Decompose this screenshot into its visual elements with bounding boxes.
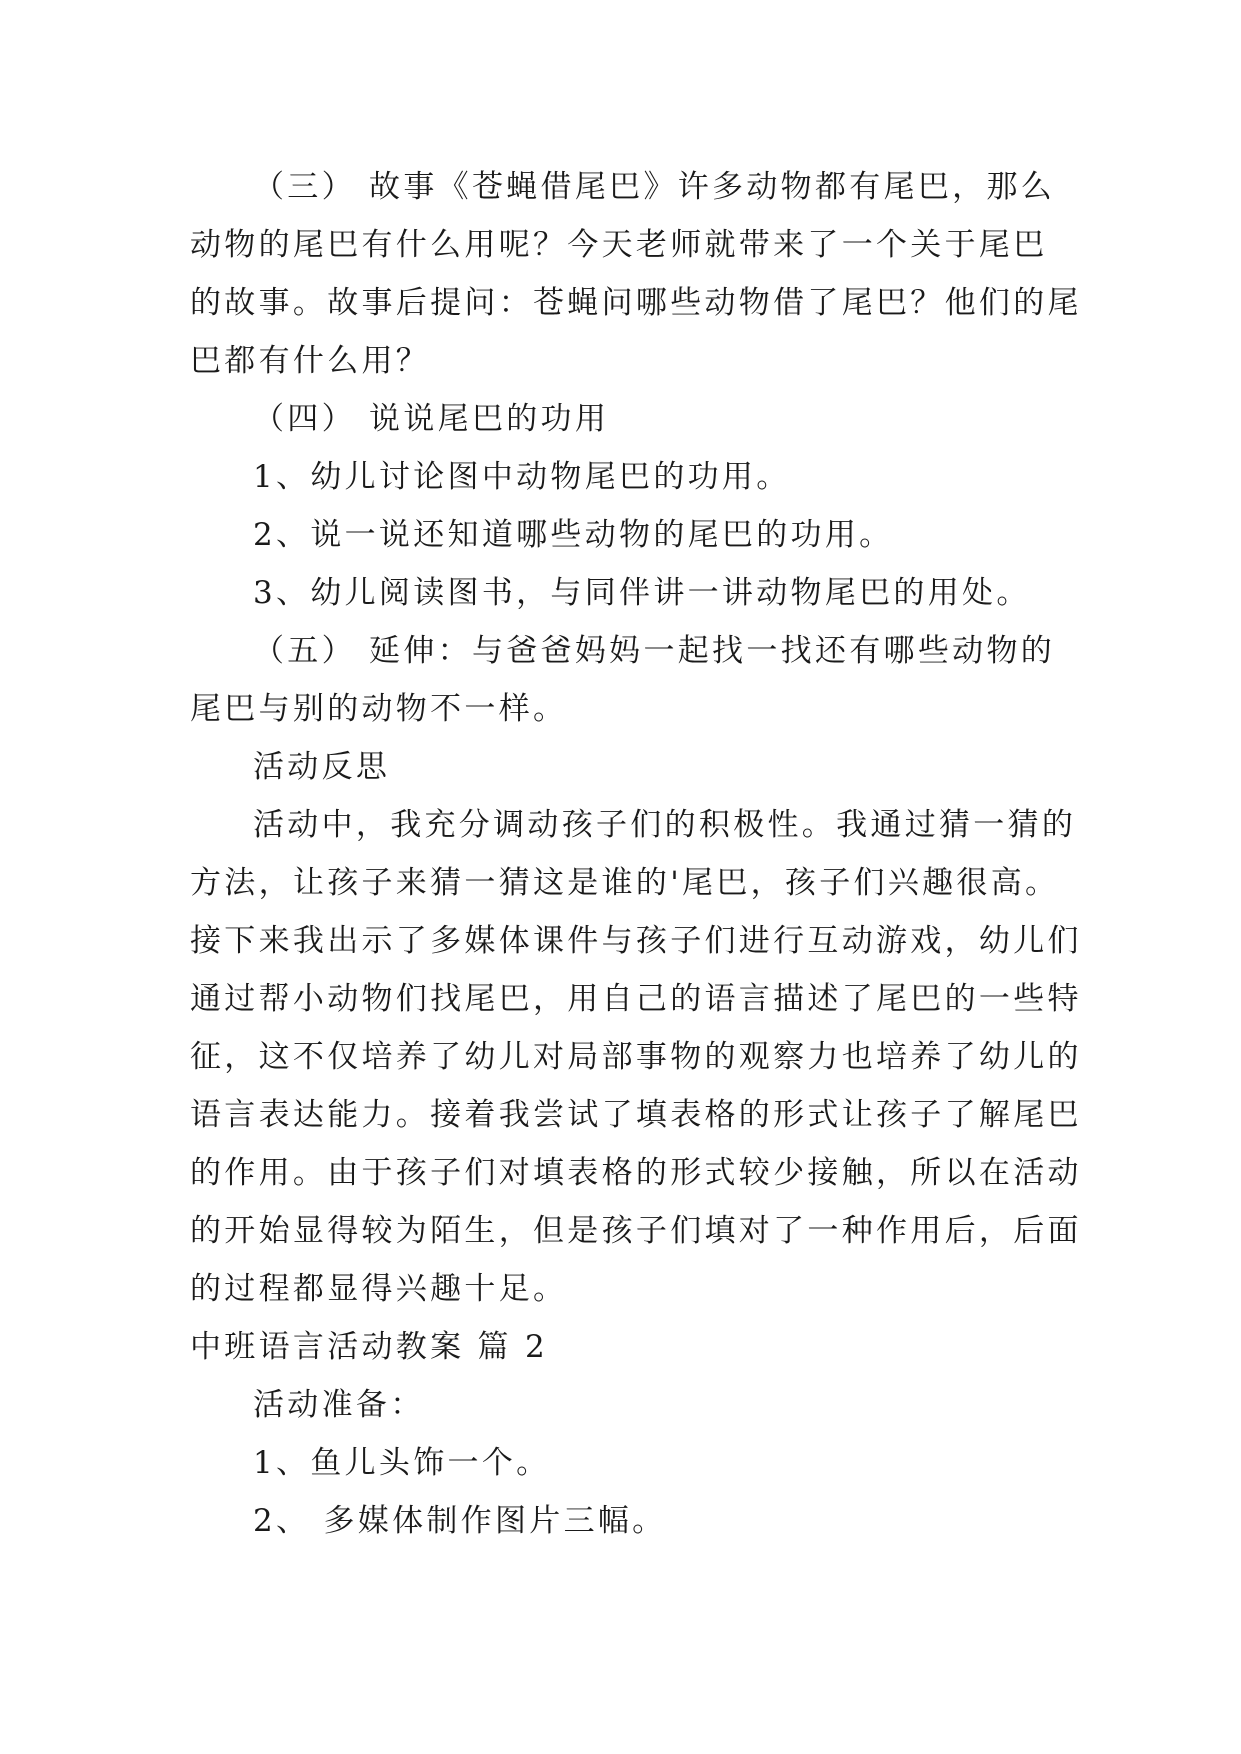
text-line: 尾巴与别的动物不一样。: [190, 691, 568, 727]
text-line: 的开始显得较为陌生，但是孩子们填对了一种作用后，后面: [190, 1213, 1082, 1249]
text-line: 接下来我出示了多媒体课件与孩子们进行互动游戏，幼儿们: [190, 923, 1082, 959]
section-3-paragraph: [190, 158, 1082, 390]
text-line: 的故事。故事后提问：苍蝇问哪些动物借了尾巴？他们的尾: [190, 285, 1082, 321]
text-line: （三） 故事《苍蝇借尾巴》许多动物都有尾巴，那么: [253, 169, 1056, 205]
list-item: 2、 多媒体制作图片三幅。: [253, 1503, 667, 1539]
section-heading: 活动准备：: [253, 1387, 425, 1423]
text-line: 的作用。由于孩子们对填表格的形式较少接触，所以在活动: [190, 1155, 1082, 1191]
text-line: 征，这不仅培养了幼儿对局部事物的观察力也培养了幼儿的: [190, 1039, 1082, 1075]
text-line: 动物的尾巴有什么用呢？今天老师就带来了一个关于尾巴: [190, 227, 1048, 263]
text-line: 巴都有什么用？: [190, 343, 431, 379]
text-line: 通过帮小动物们找尾巴，用自己的语言描述了尾巴的一些特: [190, 981, 1082, 1017]
text-line: 活动中，我充分调动孩子们的积极性。我通过猜一猜的: [253, 807, 1077, 843]
text-line: 语言表达能力。接着我尝试了填表格的形式让孩子了解尾巴: [190, 1097, 1082, 1133]
list-item: 2、说一说还知道哪些动物的尾巴的功用。: [253, 517, 894, 553]
list-item: 3、幼儿阅读图书，与同伴讲一讲动物尾巴的用处。: [253, 575, 1031, 611]
section-4: [190, 390, 1050, 622]
lesson-title: 中班语言活动教案 篇 2: [190, 1329, 549, 1365]
section-heading: （四） 说说尾巴的功用: [253, 401, 610, 437]
text-line: （五） 延伸：与爸爸妈妈一起找一找还有哪些动物的: [253, 633, 1056, 669]
text-line: 方法，让孩子来猜一猜这是谁的'尾巴，孩子们兴趣很高。: [190, 865, 1060, 901]
reflection-section: [190, 738, 1082, 1318]
document-page: [190, 158, 1082, 1550]
list-item: 1、鱼儿头饰一个。: [253, 1445, 551, 1481]
section-5-paragraph: [190, 622, 1056, 738]
text-line: 的过程都显得兴趣十足。: [190, 1271, 568, 1307]
list-item: 1、幼儿讨论图中动物尾巴的功用。: [253, 459, 791, 495]
section-heading: 活动反思: [253, 749, 391, 785]
lesson-2-section: [190, 1318, 1050, 1550]
